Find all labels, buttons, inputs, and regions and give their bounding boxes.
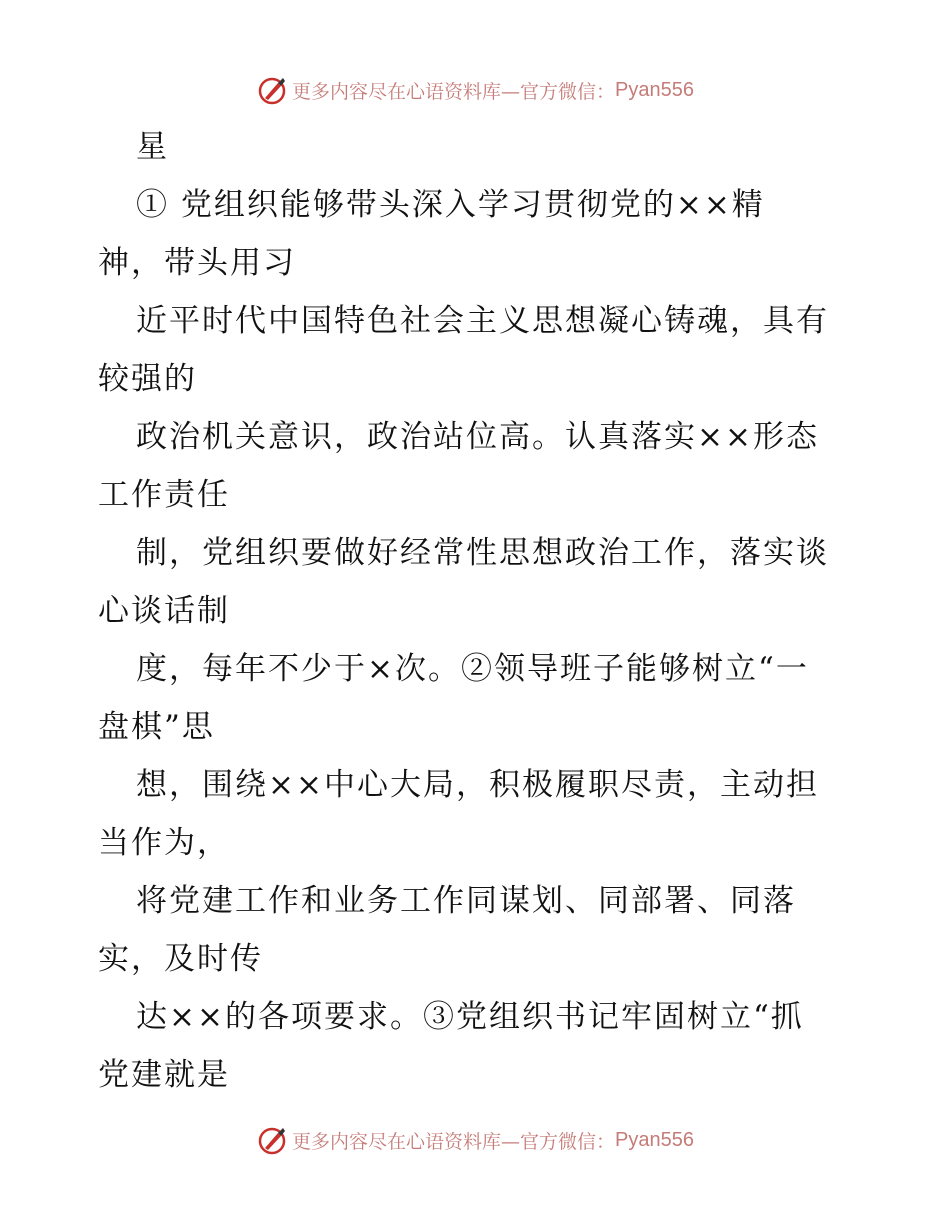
text-line: 制，党组织要做好经常性思想政治工作，落实谈 xyxy=(136,535,829,571)
text-line: ① 党组织能够带头深入学习贯彻党的××精 xyxy=(136,187,765,223)
watermark-id: Pyan556 xyxy=(615,1128,694,1151)
watermark-text: 更多内容尽在心语资料库—官方微信： xyxy=(292,80,616,103)
text-line: 较强的 xyxy=(98,361,197,397)
text-line: 工作责任 xyxy=(98,477,230,513)
text-line: 达××的各项要求。③党组织书记牢固树立“抓 xyxy=(136,999,804,1035)
text-line: 党建就是 xyxy=(98,1057,230,1093)
text-line: 将党建工作和业务工作同谋划、同部署、同落 xyxy=(136,883,796,919)
text-line: 近平时代中国特色社会主义思想凝心铸魂，具有 xyxy=(136,303,829,339)
watermark-id: Pyan556 xyxy=(615,78,694,101)
text-line: 星 xyxy=(136,129,169,165)
pen-logo-icon xyxy=(256,1124,288,1156)
text-line: 当作为， xyxy=(98,825,230,861)
text-line: 盘棋”思 xyxy=(98,709,215,745)
watermark-header xyxy=(0,70,950,110)
watermark-footer xyxy=(0,1120,950,1160)
watermark-text: 更多内容尽在心语资料库—官方微信： xyxy=(292,1130,616,1153)
text-line: 度，每年不少于×次。②领导班子能够树立“一 xyxy=(136,651,809,687)
text-line: 神，带头用习 xyxy=(98,245,296,281)
text-line: 政治机关意识，政治站位高。认真落实××形态 xyxy=(136,419,819,455)
text-line: 心谈话制 xyxy=(98,593,230,629)
text-line: 想，围绕××中心大局，积极履职尽责，主动担 xyxy=(136,767,819,803)
text-line: 实，及时传 xyxy=(98,941,263,977)
pen-logo-icon xyxy=(256,74,288,106)
